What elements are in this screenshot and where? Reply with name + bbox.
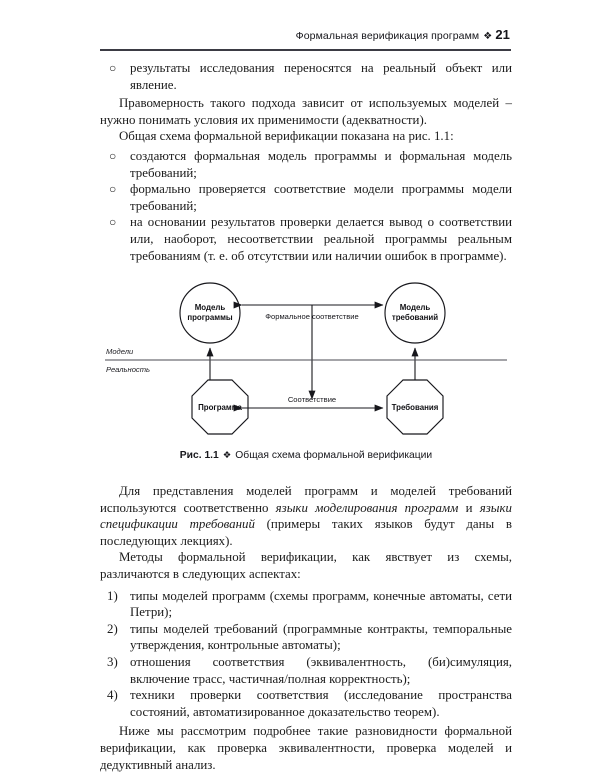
list-item-text: создаются формальная модель программы и формальная модель требований;: [130, 148, 512, 180]
emphasis-specification-languages: языки спецификации требований: [100, 500, 512, 532]
list-item: [100, 621, 512, 654]
body-content-top: [100, 60, 512, 264]
intro-bullet-list: [100, 60, 512, 93]
figure-caption-number: Рис. 1.1: [179, 450, 219, 461]
node-label: Программа: [198, 403, 242, 412]
figure-caption-text: Общая схема формальной верификации: [235, 450, 433, 461]
edge-label: Формальное соответствие: [265, 312, 359, 321]
bullet-icon: ○: [109, 61, 117, 75]
list-item: [100, 214, 512, 264]
emphasis-modeling-languages: языки моделирования программ: [275, 500, 459, 515]
list-marker: 3): [107, 654, 118, 669]
paragraph-languages: Для представления моделей программ и моделей требований используются соответственно языки моделирования программ и языки спецификации требований (примеры таких языков будут даны в последующих лекциях).: [100, 484, 512, 548]
node-program: [192, 380, 248, 434]
node-model-requirements: [385, 283, 445, 343]
diamond-icon: ❖: [222, 450, 232, 461]
running-head: [100, 27, 510, 42]
page-number: 21: [495, 27, 510, 42]
zone-label-reality: Реальность: [106, 365, 151, 374]
scheme-bullet-list: [100, 148, 512, 264]
bullet-icon: ○: [109, 182, 117, 197]
list-marker: 4): [107, 688, 118, 703]
edge-correspondence: [242, 395, 383, 408]
list-marker: 1): [107, 588, 118, 603]
list-item: [100, 654, 512, 687]
running-head-title: Формальная верификация программ: [295, 30, 480, 42]
paragraph-methods-intro: Методы формальной верификации, как явствует из схемы, различаются в следующих аспектах:: [100, 550, 512, 581]
node-label: Требования: [391, 403, 439, 412]
list-item: [100, 181, 512, 214]
node-model-program: [180, 283, 240, 343]
list-item: [100, 588, 512, 621]
figure-caption: [100, 450, 512, 461]
figure-canvas: [100, 275, 512, 450]
list-item-text: на основании результатов проверки делается вывод о соответствии или, наоборот, несоответствии реальной программы реальным требованиям (т. е. об отсутствии или наличии ошибок в программе).: [130, 215, 512, 263]
diamond-icon: ❖: [483, 30, 493, 42]
node-requirements: [387, 380, 443, 434]
bullet-icon: ○: [109, 148, 117, 163]
aspects-numbered-list: [100, 588, 512, 721]
list-item-text: результаты исследования переносятся на реальный объект или явление.: [130, 61, 512, 92]
edge-label: Соответствие: [287, 395, 337, 404]
paragraph-scheme-intro: Общая схема формальной верификации показана на рис. 1.1:: [119, 129, 454, 144]
list-item-text: типы моделей требований (программные контракты, темпоральные утверждения, контрольные автоматы);: [130, 621, 512, 653]
list-item: [100, 687, 512, 720]
zone-label-models: Модели: [106, 347, 134, 356]
figure-1-1: [100, 275, 512, 450]
header-rule: [100, 49, 511, 51]
node-label-line1: Модель: [194, 303, 226, 312]
node-label-line1: Модель: [399, 303, 431, 312]
paragraph-approach-validity: Правомерность такого подхода зависит от используемых моделей – нужно понимать условия их применимости (адекватности).: [100, 96, 512, 127]
node-label-line2: программы: [187, 313, 233, 322]
list-item: [100, 60, 512, 93]
list-item-text: отношения соответствия (эквивалентность, (би)симуляция, включение трасс, частичная/полная корректность);: [130, 654, 512, 686]
list-item-text: техники проверки соответствия (исследование пространства состояний, автоматизированное доказательство теорем).: [130, 688, 512, 719]
node-label-line2: требований: [391, 313, 439, 322]
bullet-icon: ○: [109, 215, 117, 230]
list-item-text: типы моделей программ (схемы программ, конечные автоматы, сети Петри);: [130, 588, 512, 620]
models-reality-divider: [105, 347, 507, 374]
list-item: [100, 148, 512, 181]
body-content-bottom: [100, 483, 512, 773]
list-item-text: формально проверяется соответствие модели программы модели требований;: [130, 182, 512, 213]
paragraph-conclusion: Ниже мы рассмотрим подробнее такие разновидности формальной верификации, как проверка эквивалентности, проверка моделей и дедуктивный анализ.: [100, 724, 512, 772]
list-marker: 2): [107, 621, 118, 636]
